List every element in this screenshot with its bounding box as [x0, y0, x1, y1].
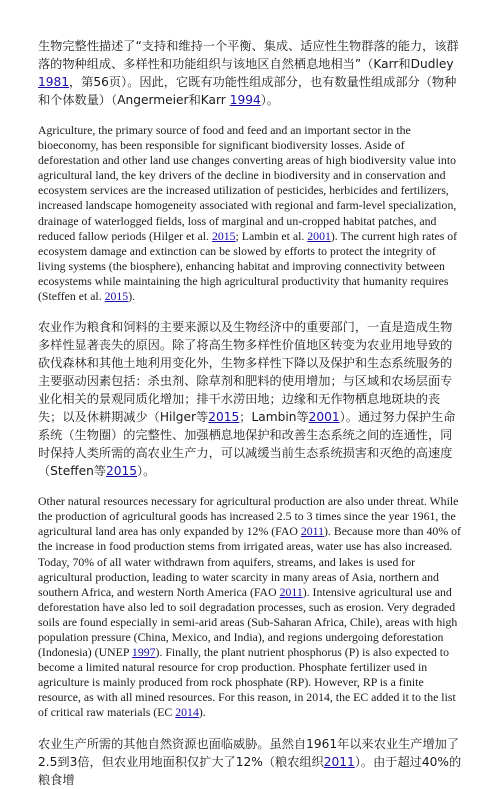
- citation-link[interactable]: 2001: [307, 228, 331, 243]
- text-run: ). Because more than 40% of the increase in food production stems from irrigated areas, water use has also increased. Today, 70% of all water withdrawn from aquifers, streams, and lakes is used for agricultural production, leading to water scarcity in many areas of Asia, northern and southern Africa, and western North America (FAO: [38, 524, 461, 599]
- text-run: ). Finally, the plant nutrient phosphorus (P) is also expected to become a limited natural resource for crop production. Phosphate fertilizer used in agriculture is mainly produced from rock phosphate (RP). However, RP is a finite resource, as with all mined resources. For this reason, in 2014, the EC added it to the list of critical raw materials (EC: [38, 645, 456, 720]
- citation-link[interactable]: 2015: [104, 289, 129, 304]
- text-run: ). The current high rates of ecosystem damage and extinction can be slowed by efforts to protect the integrity of living systems (the biosphere), enhancing habitat and improving connectivity between ecosystems while maintaining the high agricultural productivity that humanity requires (Steffen et al.: [38, 228, 458, 304]
- citation-link[interactable]: 2001: [308, 410, 340, 425]
- citation-link[interactable]: 2011: [279, 584, 303, 599]
- citation-link[interactable]: 2015: [208, 410, 240, 425]
- text-run: 农业生产所需的其他自然资源也面临威胁。虽然自1961年以来农业生产增加了2.5到3倍，但农业用地面积仅扩大了12%（粮农组织: [38, 736, 460, 769]
- text-run: ).: [128, 289, 136, 304]
- text-run: 生物完整性描述了“支持和维持一个平衡、集成、适应性生物群落的能力，该群落的物种组成、多样性和功能组织与该地区自然栖息地相当”（Karr和Dudley: [38, 39, 459, 71]
- paragraph-zh-biotic-integrity: [38, 37, 462, 109]
- text-run: Agriculture, the primary source of food and feed and an important sector in the bioeconomy, has been responsible for significant biodiversity losses. Aside of deforestation and other land use changes converting areas of high biodiversity value into agricultural land, the key drivers of the decline in biodiversity and in conservation and ecosystem services are the increased utilization of pesticides, herbicides and fertilizers, increased landscape homogeneity associated with regional and farm-level specialization, drainage of waterlogged fields, loss of marginal and un-cropped habitat patches, and reduced fallow periods (Hilger et al.: [38, 123, 457, 243]
- paragraph-en-natural-resources: [38, 494, 462, 720]
- citation-link[interactable]: 1997: [131, 645, 156, 660]
- citation-link[interactable]: 2011: [300, 524, 324, 539]
- text-run: 农业作为粮食和饲料的主要来源以及生物经济中的重要部门，一直是造成生物多样性显著丧失的原因。除了将高生物多样性价值地区转变为农业用地导致的砍伐森林和其他土地利用变化外，生物多样性下降以及保护和生态系统服务的主要驱动因素包括：杀虫剂、除草剂和肥料的使用增加；与区域和农场层面专业化相关的景观同质化增加；排干水涝田地；边缘和无作物栖息地斑块的丧失；以及休耕期减少（Hilger等: [38, 320, 453, 425]
- text-run: ；Lambin等: [239, 410, 309, 425]
- citation-link[interactable]: 1994: [229, 93, 261, 107]
- text-run: ).: [198, 705, 206, 720]
- text-run: ）。: [137, 464, 156, 479]
- paragraph-zh-agriculture: [38, 318, 462, 480]
- text-run: ，第56页）。因此，它既有功能性组成部分，也有数量性组成部分（物种和个体数量）（Angermeier和Karr: [38, 75, 457, 107]
- text-run: ; Lambin et al.: [235, 228, 308, 243]
- paragraph-en-agriculture: [38, 123, 462, 304]
- citation-link[interactable]: 2015: [106, 464, 138, 479]
- citation-link[interactable]: 2014: [175, 705, 199, 720]
- citation-link[interactable]: 2015: [211, 228, 236, 243]
- citation-link[interactable]: 1981: [38, 75, 70, 89]
- text-run: ）。通过努力保护生命系统（生物圈）的完整性、加强栖息地保护和改善生态系统之间的连通性，同时保持人类所需的高农业生产力，可以减缓当前生态系统损害和灭绝的高速度（Steffen等: [38, 410, 456, 479]
- text-run: ）。由于超过40%的粮食增: [38, 754, 462, 787]
- text-run: ). Intensive agricultural use and deforestation have also led to soil degradation processes, such as erosion. Very degraded soils are found especially in semi-arid areas (Sub-Saharan Africa, Chile), areas with high population pressure (China, Mexico, and India), and regions undergoing deforestation (Indonesia) (UNEP: [38, 584, 458, 660]
- paragraph-zh-natural-resources: [38, 735, 462, 789]
- text-run: ）。: [260, 93, 279, 107]
- text-run: Other natural resources necessary for agricultural production are also under threat. While the production of agricultural goods has increased 2.5 to 3 times since the year 1961, the agricultural land area has only expanded by 12% (FAO: [38, 494, 459, 539]
- citation-link[interactable]: 2011: [323, 754, 355, 769]
